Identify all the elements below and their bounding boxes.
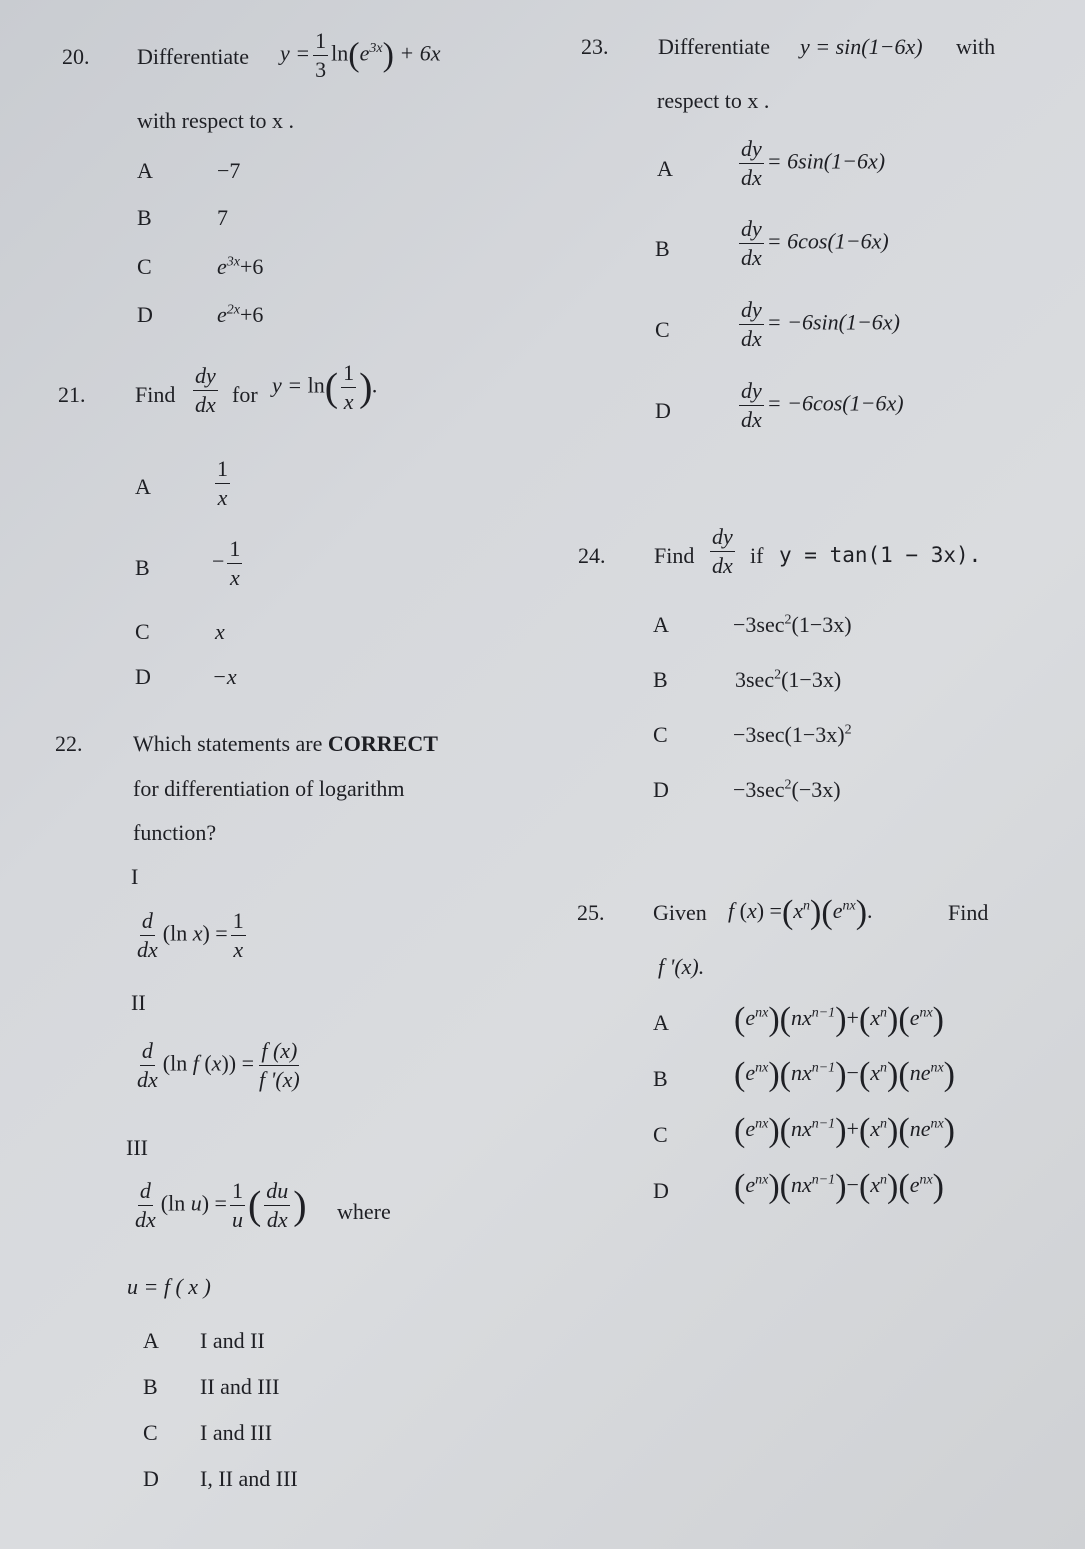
question-line2: with respect to x .	[137, 108, 295, 133]
dy-dx-fraction: $\frac{dy}{dx}$	[195, 363, 216, 417]
statement-label-ii: II	[131, 990, 146, 1015]
option-letter: D	[655, 398, 671, 423]
question-line1: Which statements are CORRECT	[133, 731, 438, 756]
option-text: $\frac{dy}{dx}$ = 6cos(1−6x)	[741, 216, 889, 270]
option-text: −x	[212, 664, 237, 689]
option-text: $(e^{nx})(nx^{n-1})-(x^n)(e^{nx})$	[734, 1168, 944, 1205]
question-number: 25.	[577, 900, 605, 925]
option-letter: A	[135, 474, 151, 499]
question-number: 24.	[578, 543, 606, 568]
option-text: $3\sec^2(1-3x)$	[735, 667, 842, 692]
option-text: $(e^{nx})(nx^{n-1})-(x^n)(ne^{nx})$	[734, 1056, 955, 1093]
option-text: I, II and III	[200, 1466, 298, 1491]
question-mid: for	[232, 382, 258, 407]
question-suffix: with	[956, 34, 996, 59]
question-mid: if	[750, 543, 764, 568]
question-number: 21.	[58, 382, 86, 407]
option-letter: C	[653, 722, 668, 747]
question-expression: y = ln( $\frac{1}{x}$ ).	[272, 360, 378, 414]
option-text: I and II	[200, 1328, 265, 1353]
question-prefix: Given	[653, 900, 707, 925]
option-text: I and III	[200, 1420, 273, 1445]
option-letter: C	[655, 317, 670, 342]
statement-i-expression: $\frac{d}{dx}$ (ln x) = $\frac{1}{x}$	[137, 908, 244, 962]
option-text: x	[215, 619, 225, 644]
option-letter: A	[653, 1010, 669, 1035]
question-number: 20.	[62, 44, 90, 69]
question-prefix: Find	[135, 382, 176, 407]
question-expression: y = tan(1 − 3x).	[779, 543, 982, 567]
dy-dx-fraction: $\frac{dy}{dx}$	[712, 524, 733, 578]
option-letter: B	[653, 667, 668, 692]
option-letter: D	[653, 777, 669, 802]
option-letter: C	[137, 254, 152, 279]
option-text: $e^{3x}+6$	[217, 254, 264, 279]
question-expression: y = sin(1−6x)	[800, 34, 923, 59]
option-text: $(e^{nx})(nx^{n-1})+(x^n)(ne^{nx})$	[734, 1112, 955, 1149]
option-letter: D	[143, 1466, 159, 1491]
option-letter: A	[143, 1328, 159, 1353]
option-letter: B	[655, 236, 670, 261]
question-number: 22.	[55, 731, 83, 756]
option-letter: C	[653, 1122, 668, 1147]
option-text: $(e^{nx})(nx^{n-1})+(x^n)(e^{nx})$	[734, 1001, 944, 1038]
option-letter: A	[653, 612, 669, 637]
question-number: 23.	[581, 34, 609, 59]
option-letter: D	[137, 302, 153, 327]
option-letter: B	[653, 1066, 668, 1091]
question-expression: f $(x) =(x^n)(e^{nx})$.	[728, 894, 873, 931]
option-text: −7	[217, 158, 241, 183]
option-text: $\frac{1}{x}$	[217, 456, 228, 510]
statement-iii-where: where	[337, 1199, 391, 1224]
question-expression: y = $\frac{1}{3}$ $\ln(e^{3x}) + 6x$	[280, 28, 441, 82]
option-letter: C	[143, 1420, 158, 1445]
option-text: $-3\sec^2(-3x)$	[733, 777, 841, 802]
question-line2: f '(x).	[658, 954, 705, 979]
option-letter: A	[657, 156, 673, 181]
question-suffix: Find	[948, 900, 989, 925]
question-line3: function?	[133, 820, 217, 845]
option-text: $\frac{dy}{dx}$ = 6sin(1−6x)	[741, 136, 886, 190]
option-letter: A	[137, 158, 153, 183]
statement-iii-expression: $\frac{d}{dx}$ (ln u) = $\frac{1}{u}$ ( $\frac{du}{dx}$ )	[135, 1178, 307, 1232]
statement-iii-u-definition: u = f ( x )	[127, 1274, 211, 1299]
option-letter: B	[143, 1374, 158, 1399]
option-text: $e^{2x}+6$	[217, 302, 264, 327]
question-prefix: Differentiate	[137, 44, 249, 69]
option-text: $-3\sec(1-3x)^2$	[733, 722, 852, 747]
question-line2: respect to x .	[657, 88, 770, 113]
option-letter: C	[135, 619, 150, 644]
option-letter: B	[137, 205, 152, 230]
option-text: $-3\sec^2(1-3x)$	[733, 612, 852, 637]
question-line2: for differentiation of logarithm	[133, 776, 405, 801]
option-letter: D	[135, 664, 151, 689]
option-text: $\frac{dy}{dx}$ = −6cos(1−6x)	[741, 378, 904, 432]
question-prefix: Differentiate	[658, 34, 770, 59]
statement-label-i: I	[131, 864, 139, 889]
option-letter: D	[653, 1178, 669, 1203]
option-text: II and III	[200, 1374, 280, 1399]
statement-ii-expression: $\frac{d}{dx}$ (ln f (x)) = $\frac{f (x)}{f '(x)}$	[137, 1038, 300, 1092]
statement-label-iii: III	[126, 1135, 148, 1160]
option-text: 7	[217, 205, 228, 230]
question-prefix: Find	[654, 543, 695, 568]
option-letter: B	[135, 555, 150, 580]
option-text: − $\frac{1}{x}$	[212, 536, 241, 590]
option-text: $\frac{dy}{dx}$ = −6sin(1−6x)	[741, 297, 900, 351]
